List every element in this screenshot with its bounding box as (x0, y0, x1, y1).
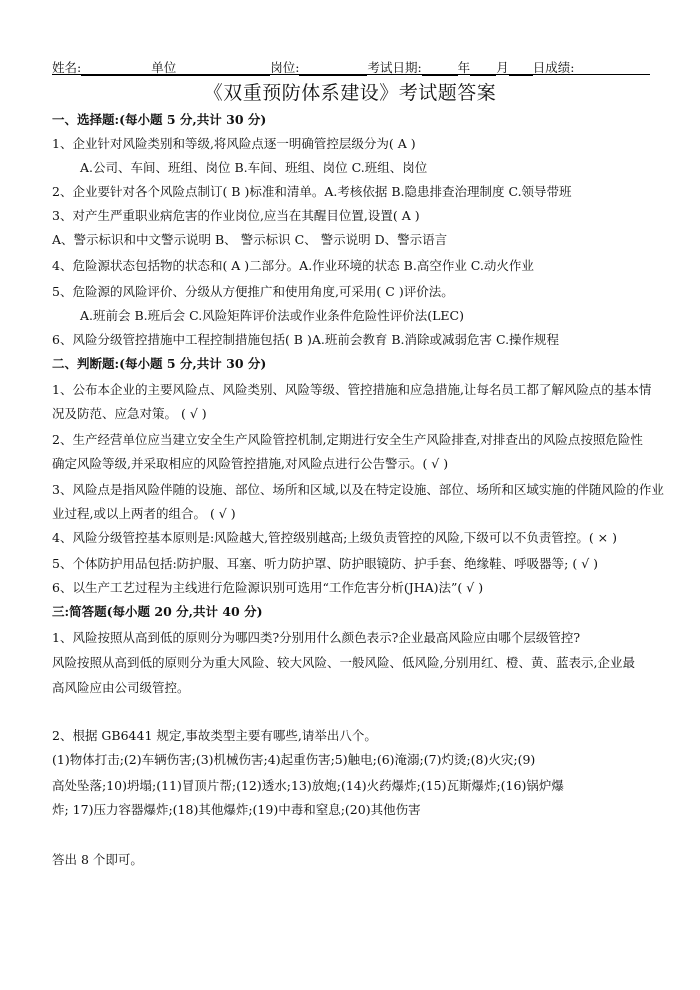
answer-line: 风险按照从高到低的原则分为重大风险、较大风险、一般风险、低风险,分别用红、橙、黄、蓝表示,企业最 (52, 655, 635, 670)
question-line: 2、生产经营单位应当建立安全生产风险管控机制,定期进行安全生产风险排查,对排查出的风险点按照危险性 (52, 432, 643, 447)
answer-line: 炸; 17)压力容器爆炸;(18)其他爆炸;(19)中毒和窒息;(20)其他伤害 (52, 802, 421, 817)
answer-line: 高风险应由公司级管控。 (52, 680, 190, 695)
question-line: 2、根据 GB6441 规定,事故类型主要有哪些,请举出八个。 (52, 728, 377, 743)
name-label: 姓名: (52, 60, 82, 75)
question-line: A.公司、车间、班组、岗位 B.车间、班组、岗位 C.班组、岗位 (80, 160, 428, 175)
date-label: 考试日期: (367, 60, 422, 75)
question-line: 5、危险源的风险评价、分级从方便推广和使用角度,可采用( C )评价法。 (52, 284, 454, 299)
question-line: 1、公布本企业的主要风险点、风险类别、风险等级、管控措施和应急措施,让每名员工都了解风险点的基本情 (52, 382, 652, 397)
question-line: 4、风险分级管控基本原则是:风险越大,管控级别越高;上级负责管控的风险,下级可以不负责管控。( × ) (52, 530, 617, 545)
question-line: 3、风险点是指风险伴随的设施、部位、场所和区域,以及在特定设施、部位、场所和区域实施的伴随风险的作业 (52, 482, 664, 497)
question-line: A.班前会 B.班后会 C.风险矩阵评价法或作业条件危险性评价法(LEC) (80, 308, 464, 323)
answer-line: (1)物体打击;(2)车辆伤害;(3)机械伤害;4)起重伤害;5)触电;(6)淹溺;(7)灼烫;(8)火灾;(9) (52, 752, 536, 767)
question-line: 4、危险源状态包括物的状态和( A )二部分。A.作业环境的状态 B.高空作业 C.动火作业 (52, 258, 534, 273)
post-label: 岗位: (270, 60, 300, 75)
day-score-label: 日成绩: (532, 60, 575, 75)
question-line: 1、企业针对风险类别和等级,将风险点逐一明确管控层级分为( A ) (52, 136, 416, 151)
unit-label: 单位 (151, 60, 177, 75)
year-label: 年 (457, 60, 471, 75)
question-line: 3、对产生严重职业病危害的作业岗位,应当在其醒目位置,设置( A ) (52, 208, 420, 223)
question-line: 1、风险按照从高到低的原则分为哪四类?分别用什么颜色表示?企业最高风险应由哪个层级管控? (52, 630, 581, 645)
question-line: 况及防范、应急对策。 ( √ ) (52, 406, 207, 421)
section2-heading: 二、判断题:(每小题 5 分,共计 30 分) (52, 356, 267, 371)
section3-heading: 三:简答题(每小题 20 分,共计 40 分) (52, 604, 263, 619)
section1-heading: 一、选择题:(每小题 5 分,共计 30 分) (52, 112, 267, 127)
page-title: 《双重预防体系建设》考试题答案 (203, 82, 497, 104)
answer-note: 答出 8 个即可。 (52, 852, 143, 867)
question-line: 2、企业要针对各个风险点制订( B )标准和清单。A.考核依据 B.隐患排查治理制度 C.领导带班 (52, 184, 572, 199)
header-rule (52, 74, 650, 75)
question-line: 5、个体防护用品包括:防护服、耳塞、听力防护罩、防护眼镜防、护手套、绝缘鞋、呼吸器等; ( √ ) (52, 556, 599, 571)
answer-line: 高处坠落;10)坍塌;(11)冒顶片帮;(12)透水;13)放炮;(14)火药爆炸;(15)瓦斯爆炸;(16)锅炉爆 (52, 778, 564, 793)
question-line: 确定风险等级,并采取相应的风险管控措施,对风险点进行公告警示。( √ ) (52, 456, 449, 471)
question-line: A、警示标识和中文警示说明 B、 警示标识 C、 警示说明 D、警示语言 (52, 232, 448, 247)
question-line: 6、以生产工艺过程为主线进行危险源识别可选用“工作危害分析(JHA)法”( √ ) (52, 580, 484, 595)
question-line: 6、风险分级管控措施中工程控制措施包括( B )A.班前会教育 B.消除或减弱危害 C.操作规程 (52, 332, 560, 347)
month-label: 月 (496, 60, 509, 75)
question-line: 业过程,或以上两者的组合。 ( √ ) (52, 506, 236, 521)
